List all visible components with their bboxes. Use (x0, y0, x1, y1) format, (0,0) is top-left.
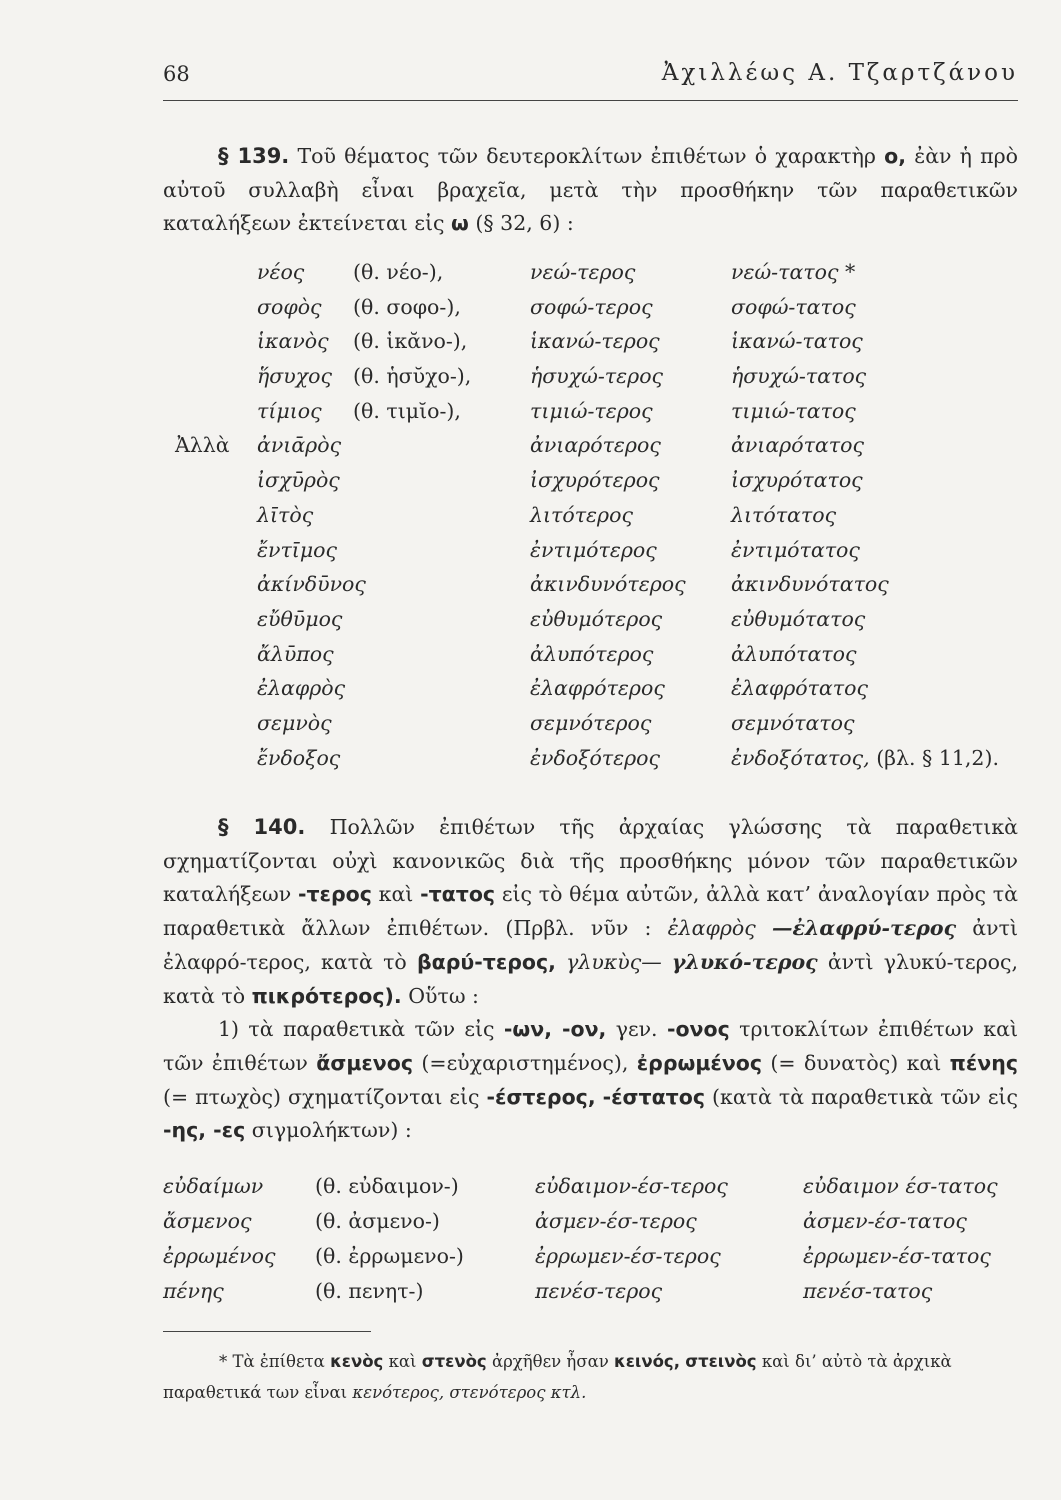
table-row: λῑτὸς λιτότερος λιτότατος (257, 502, 837, 527)
table-row: ἔνδοξος ἐνδοξότερος ἐνδοξότατος, (βλ. § 11,2). (257, 745, 999, 770)
section-139-number: § 139. (218, 144, 290, 168)
running-title: Ἀχιλλέως Α. Τζαρτζάνου (661, 60, 1018, 86)
table-row: ἱκανὸς (θ. ἱκᾰνο-), ἱκανώ-τερος ἱκανώ-τατος (257, 329, 863, 354)
section-140-text: § 140. Πολλῶν ἐπιθέτων τῆς ἀρχαίας γλώσσης τὰ παραθετικὰ σχηματίζονται οὐχὶ κανονικῶς διὰ τῆς προσθήκης μόνον τῶν παραθετικῶν καταλήξεων -τερος καὶ -τατος εἰς τὸ θέμα αὐτῶν, ἀλλὰ κατ’ ἀναλογίαν πρὸς τὰ παραθετικὰ ἄλλων ἐπιθέτων. (Πρβλ. νῦν : ἐλαφρὸς —ἐλαφρύ-τερος ἀντὶ ἐλαφρό-τερος, κατὰ τὸ βαρύ-τερος, γλυκὺς— γλυκό-τερος ἀντὶ γλυκύ-τερος, κατὰ τὸ πικρότερος). Οὕτω : (163, 815, 1018, 1008)
table-row: ἥσυχος (θ. ἡσῠχο-), ἡσυχώ-τερος ἡσυχώ-τατος (257, 364, 867, 389)
table-row: εὔθῡμος εὐθυμότερος εὐθυμότατος (257, 606, 866, 631)
table-row: σεμνὸς σεμνότερος σεμνότατος (257, 710, 855, 735)
cross-reference: (βλ. § 11,2). (876, 745, 999, 770)
footnote-marker: * (845, 260, 856, 284)
page-header (163, 62, 1018, 102)
table-row: τίμιος (θ. τιμῐο-), τιμιώ-τερος τιμιώ-τατος (257, 398, 856, 423)
alla-label: Ἀλλὰ (175, 433, 230, 458)
table-row: ἐρρωμένος (θ. ἐρρωμενο-) ἐρρωμεν-έσ-τερος ἐρρωμεν-έσ-τατος (163, 1244, 991, 1268)
comparison-table-2 (163, 1174, 1018, 1314)
header-rule (163, 100, 1018, 101)
table-row: ἔντῑμος ἐντιμότερος ἐντιμότατος (257, 537, 860, 562)
table-row: εὐδαίμων (θ. εὐδαιμον-) εὐδαιμον-έσ-τερος εὐδαιμον έσ-τατος (163, 1174, 998, 1198)
page-number: 68 (163, 62, 190, 86)
table-row: ἄλῡπος ἀλυπότερος ἀλυπότατος (257, 641, 857, 666)
section-139 (163, 140, 1018, 241)
footnote-rule (163, 1331, 371, 1332)
table-row: ἄσμενος (θ. ἀσμενο-) ἀσμεν-έσ-τερος ἀσμεν-έσ-τατος (163, 1209, 967, 1233)
section-140 (163, 811, 1018, 1148)
section-139-text: § 139. Τοῦ θέματος τῶν δευτεροκλίτων ἐπιθέτων ὁ χαρακτὴρ ο, ἐὰν ἡ πρὸ αὐτοῦ συλλαβὴ εἶναι βραχεῖα, μετὰ τὴν προσθήκην τῶν παραθετικῶν καταλήξεων ἐκτείνεται εἰς ω (§ 32, 6) : (163, 144, 1019, 236)
table-row: πένης (θ. πενητ-) πενέσ-τερος πενέσ-τατος (163, 1279, 933, 1303)
table-row: ἐλαφρὸς ἐλαφρότερος ἐλαφρότατος (257, 676, 868, 701)
table-row: Ἀλλὰ ἀνιᾱρὸς ἀνιαρότερος ἀνιαρότατος (175, 433, 864, 458)
footnote (163, 1346, 1018, 1408)
table-row: νέος (θ. νέο-), νεώ-τερος νεώ-τατος * (257, 260, 856, 284)
comparison-table-1 (163, 260, 1018, 780)
table-row: ἰσχῡρὸς ἰσχυρότερος ἰσχυρότατος (257, 468, 863, 493)
footnote-text: * Τὰ ἐπίθετα κενὸς καὶ στενὸς ἀρχῆθεν ἦσαν κεινός, στεινὸς καὶ δι’ αὐτὸ τὰ ἀρχικὰ παραθετικά των εἶναι κενότερος, στενότερος κτλ. (163, 1352, 952, 1402)
section-140-number: § 140. (218, 815, 306, 839)
table-row: ἀκίνδῡνος ἀκινδυνότερος ἀκινδυνότατος (257, 572, 889, 597)
rule-1-text: 1) τὰ παραθετικὰ τῶν εἰς -ων, -ον, γεν. -ονος τριτοκλίτων ἐπιθέτων καὶ τῶν ἐπιθέτων ἄσμενος (=εὐχαριστημένος), ἐρρωμένος (= δυνατὸς) καὶ πένης (= πτωχὸς) σχηματίζονται εἰς -έστερος, -έστατος (κατὰ τὰ παραθετικὰ τῶν εἰς -ης, -ες σιγμολήκτων) : (163, 1017, 1018, 1143)
table-row: σοφὸς (θ. σοφο-), σοφώ-τερος σοφώ-τατος (257, 294, 856, 319)
